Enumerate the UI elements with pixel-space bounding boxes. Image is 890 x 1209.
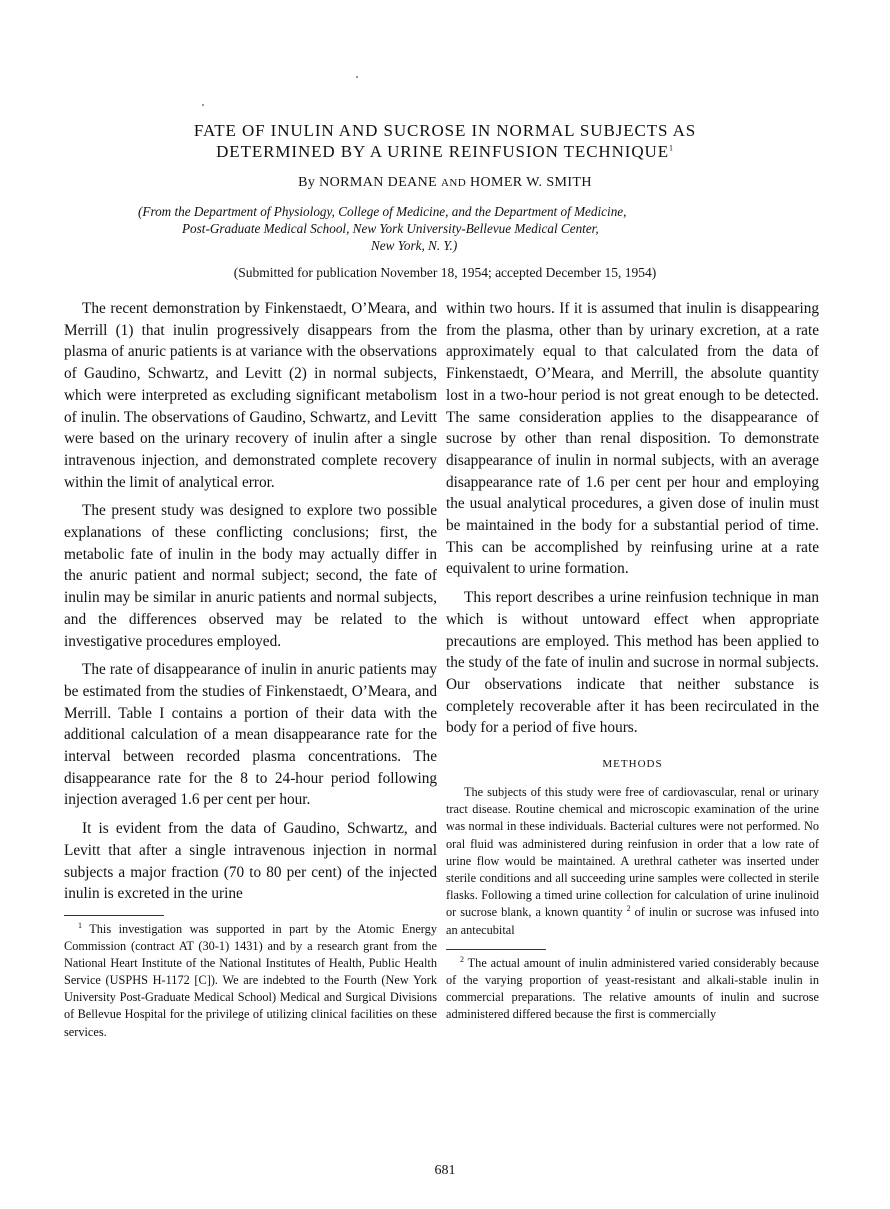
footnote-reference: 2 (626, 904, 631, 914)
title-footnote-mark: 1 (668, 143, 674, 153)
author-line (100, 175, 790, 191)
footnote-divider (64, 915, 164, 916)
print-speck (202, 104, 204, 106)
affiliation-line-3: New York, N. Y.) (371, 238, 458, 253)
body-paragraph: The rate of disappearance of inulin in anuric patients may be estimated from the studies of Finkenstaedt, O’Meara, and Merrill. Table I contains a portion of their data with the additional calculation of a mean disappearance rate for the interval between recorded plasma concentrations. The disappearance rate for the 8 to 24-hour period following injection averaged 1.6 per cent per hour. (64, 661, 437, 809)
by-label: By (298, 175, 316, 190)
print-speck (356, 76, 358, 78)
body-paragraph: within two hours. If it is assumed that inulin is disappearing from the plasma, other than by urinary excretion, at a rate approximately equal to that calculated from the data of Finkenstaedt, O’Meara, and Merrill, the absolute quantity lost in a two-hour period is not great enough to be detected. The same consideration applies to the disappearance of sucrose by other than renal disposition. To demonstrate disappearance of inulin in normal subjects, with an average disappearance rate of 1.6 per cent per hour and employing the usual analytical procedures, a given dose of inulin must be maintained in the body for a substantial period of time. This can be accomplished by reinfusing urine at a rate equivalent to urine formation. (446, 300, 819, 578)
body-paragraph: The recent demonstration by Finkenstaedt, O’Meara, and Merrill (1) that inulin progressively disappears from the plasma of anuric patients is at variance with the observations of Gaudino, Schwartz, and Levitt (2) in normal subjects, which were interpreted as excluding significant metabolism of inulin. The observations of Gaudino, Schwartz, and Levitt were based on the urinary recovery of inulin after a single intravenous injection, and demonstrated complete recovery within the limit of analytical error. (64, 300, 437, 491)
affiliation-line-1: (From the Department of Physiology, College of Medicine, and the Department of Medicine, (138, 204, 627, 219)
page-number: 681 (434, 1163, 456, 1178)
author-1: NORMAN DEANE (319, 175, 438, 190)
footnote-mark: 2 (460, 954, 464, 964)
title-line-2: DETERMINED BY A URINE REINFUSION TECHNIQUE$^1$ (216, 142, 674, 161)
footnote-2: $^2$ The actual amount of inulin administered varied considerably because of the varying proportion of yeast-resistant and alkali-stable inulin in commercial preparations. The relative amounts of inulin and sucrose administered differed because the first is commercially (446, 954, 820, 1022)
methods-paragraph: The subjects of this study were free of cardiovascular, renal or urinary tract disease. Routine chemical and microscopic examination of the urine was normal in these individuals. Bacterial cultures were not performed. No oral fluid was administered during reinfusion in order that a low rate of urine flow would be maintained. A urethral catheter was inserted under sterile conditions and all succeeding urine samples were collected in sterile flasks. Following a timed urine collection for calculation of urine inulinoid or sucrose blank, a known quantity $^2$ of inulin or sucrose was infused into an antecubital (446, 785, 819, 937)
body-paragraph: The present study was designed to explore two possible explanations of these conflicting conclusions; first, the metabolic fate of inulin in the body may actually differ in the anuric patient and normal subject; second, the fate of inulin may be similar in anuric patients and normal subjects, and the differences observed may be related to the investigative procedures employed. (64, 502, 437, 650)
footnote-mark: 1 (78, 920, 82, 930)
article-title (100, 120, 790, 162)
and-label: AND (441, 177, 467, 189)
section-heading-methods: METHODS (602, 758, 663, 771)
affiliation-line-2: Post-Graduate Medical School, New York University-Bellevue Medical Center, (182, 221, 599, 236)
footnote-divider (446, 949, 546, 950)
footnote-1: $^1$ This investigation was supported in part by the Atomic Energy Commission (contract AT (30-1) 1431) and by a research grant from the National Heart Institute of the National Institutes of Health, Public Health Service (USPHS H-1172 [C]). We are indebted to the Fourth (New York University Post-Graduate Medical School) Medical and Surgical Divisions of Bellevue Hospital for the privilege of utilizing clinical facilities on these services. (64, 920, 437, 1039)
author-2: HOMER W. SMITH (469, 175, 592, 190)
left-column (64, 298, 437, 1041)
submission-dates: (Submitted for publication November 18, 1954; accepted December 15, 1954) (233, 265, 657, 280)
body-paragraph: This report describes a urine reinfusion technique in man which is without untoward effect when appropriate precautions are employed. This method has been applied to the study of the fate of inulin and sucrose in normal subjects. Our observations indicate that neither substance is completely recoverable after it has been recirculated in the body for a period of five hours. (446, 589, 819, 737)
body-paragraph: It is evident from the data of Gaudino, Schwartz, and Levitt that after a single intravenous injection in normal subjects a major fraction (70 to 80 per cent) of the injected inulin is excreted in the urine (64, 820, 437, 903)
affiliation (120, 203, 770, 254)
right-column (446, 298, 819, 1023)
title-line-1: FATE OF INULIN AND SUCROSE IN NORMAL SUBJECTS AS (193, 121, 697, 140)
